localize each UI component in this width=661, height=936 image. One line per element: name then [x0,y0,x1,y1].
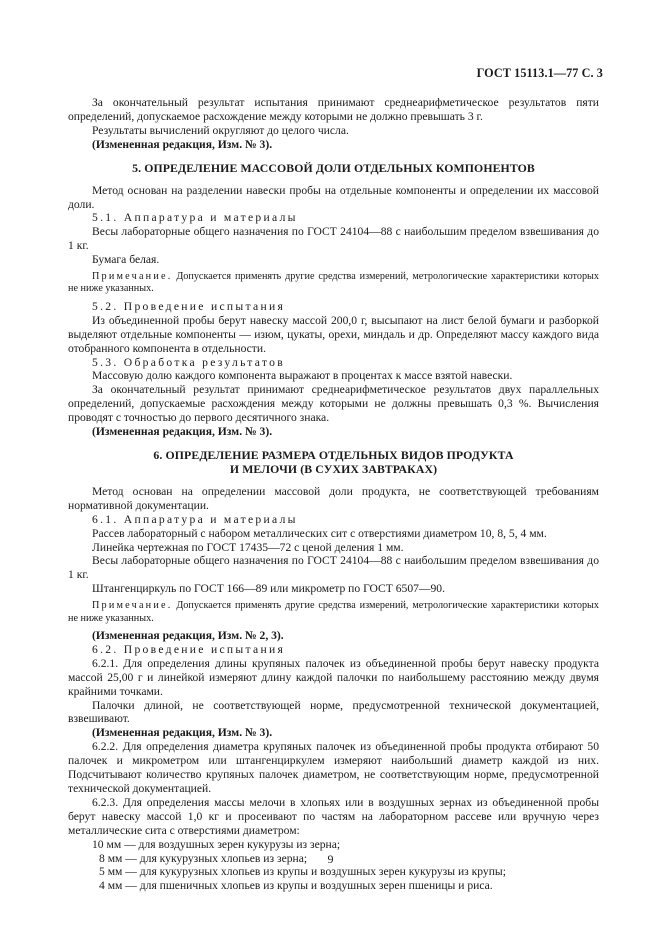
paragraph: Линейка чертежная по ГОСТ 17435—72 с ценой деления 1 мм. [92,540,404,554]
paragraph: Рассев лабораторный с набором металлических сит с отверстиями диаметром 10, 8, 5, 4 мм. [92,526,547,540]
paragraph: За окончательный результат принимают среднеарифметическое результатов двух параллельных определений, допускаемые расхождения между которыми не должны превышать 0,3 %. Вычисления проводят с точностью до первого десятичного знака. [68,383,599,425]
list-item: 10 мм — для воздушных зерен кукурузы из зерна; [92,837,341,851]
page-number: 9 [327,852,334,866]
paragraph: 6.2.3. Для определения массы мелочи в хлопьях или в воздушных зернах из объединенной пробы берут навеску массой 1,0 кг и просеивают по частям на лабораторном рассеве или вручную через металлические сита с отверстиями диаметром: [68,795,599,837]
paragraph: Палочки длиной, не соответствующей норме, предусмотренной технической документацией, взвешивают. [68,698,599,726]
note [68,271,599,296]
list-item: 8 мм — для кукурузных хлопьев из зерна; [99,851,308,865]
subsection-5-2-heading: 5.2. Проведение испытания [92,299,286,313]
amendment-note: (Измененная редакция, Изм. № 3). [92,425,273,439]
paragraph: Метод основан на разделении навески пробы на отдельные компоненты и определении их массовой доли. [68,183,599,211]
amendment-note: (Измененная редакция, Изм. № 3). [92,137,273,151]
paragraph: Метод основан на определении массовой доли продукта, не соответствующей требованиям нормативной документации. [68,484,599,512]
note [68,600,599,625]
note-label: Примечание. [92,600,173,612]
note-text: Допускается применять другие средства измерений, метрологические характеристики которых не ниже указанных. [68,271,599,295]
paragraph: 6.2.2. Для определения диаметра крупяных палочек из объединенной пробы продукта отбирают 50 палочек и микрометром или штангенциркулем измеряют наибольший диаметр каждой из них. Подсчитывают количество крупяных палочек диаметром, не соответствующим норме, предусмотренной технической документацией. [68,740,599,795]
note-label: Примечание. [92,271,173,283]
document-body [68,96,599,893]
paragraph: 6.2.1. Для определения длины крупяных палочек из объединенной пробы берут навеску продукта массой 25,00 г и линейкой измеряют длину каждой палочки по наибольшему расстоянию между двумя крайними точками. [68,656,599,698]
section-5-heading: 5. ОПРЕДЕЛЕНИЕ МАССОВОЙ ДОЛИ ОТДЕЛЬНЫХ КОМПОНЕНТОВ [132,160,535,175]
paragraph: Бумага белая. [92,253,160,267]
list-item: 5 мм — для кукурузных хлопьев из крупы и воздушных зерен кукурузы из крупы; [99,865,506,879]
section-6-heading [68,448,599,476]
paragraph: Штангенциркуль по ГОСТ 166—89 или микрометр по ГОСТ 6507—90. [92,582,445,596]
amendment-note: (Измененная редакция, Изм. № 2, 3). [92,629,284,642]
paragraph: Результаты вычислений округляют до целого числа. [92,123,349,137]
page-header: ГОСТ 15113.1—77 С. 3 [476,66,603,80]
paragraph: Массовую долю каждого компонента выражают в процентах к массе взятой навески. [92,369,513,383]
note-text: Допускается применять другие средства измерений, метрологические характеристики которых не ниже указанных. [68,600,599,624]
subsection-5-1-heading: 5.1. Аппаратура и материалы [92,211,298,225]
paragraph: Из объединенной пробы берут навеску массой 200,0 г, высыпают на лист белой бумаги и разборкой выделяют отдельные компоненты — изюм, цукаты, орехи, миндаль и др. Определяют массу каждого вида отобранного компонента в отдельности. [68,313,599,355]
subsection-5-3-heading: 5.3. Обработка результатов [92,355,285,369]
subsection-6-1-heading: 6.1. Аппаратура и материалы [92,512,298,526]
amendment-note: (Измененная редакция, Изм. № 3). [92,726,273,740]
subsection-6-2-heading: 6.2. Проведение испытания [92,642,286,656]
paragraph: Весы лабораторные общего назначения по ГОСТ 24104—88 с наибольшим пределом взвешивания до 1 кг. [68,225,599,253]
section-6-heading-line2: И МЕЛОЧИ (В СУХИХ ЗАВТРАКАХ) [229,461,438,476]
paragraph: Весы лабораторные общего назначения по ГОСТ 24104—88 с наибольшим пределом взвешивания до 1 кг. [68,554,599,582]
paragraph: За окончательный результат испытания принимают среднеарифметическое результатов пяти определений, допускаемое расхождение между которыми не должно превышать 3 г. [68,96,599,123]
list-item: 4 мм — для пшеничных хлопьев из крупы и воздушных зерен пшеницы и риса. [99,879,493,893]
section-6-heading-line1: 6. ОПРЕДЕЛЕНИЕ РАЗМЕРА ОТДЕЛЬНЫХ ВИДОВ ПРОДУКТА [153,447,514,462]
